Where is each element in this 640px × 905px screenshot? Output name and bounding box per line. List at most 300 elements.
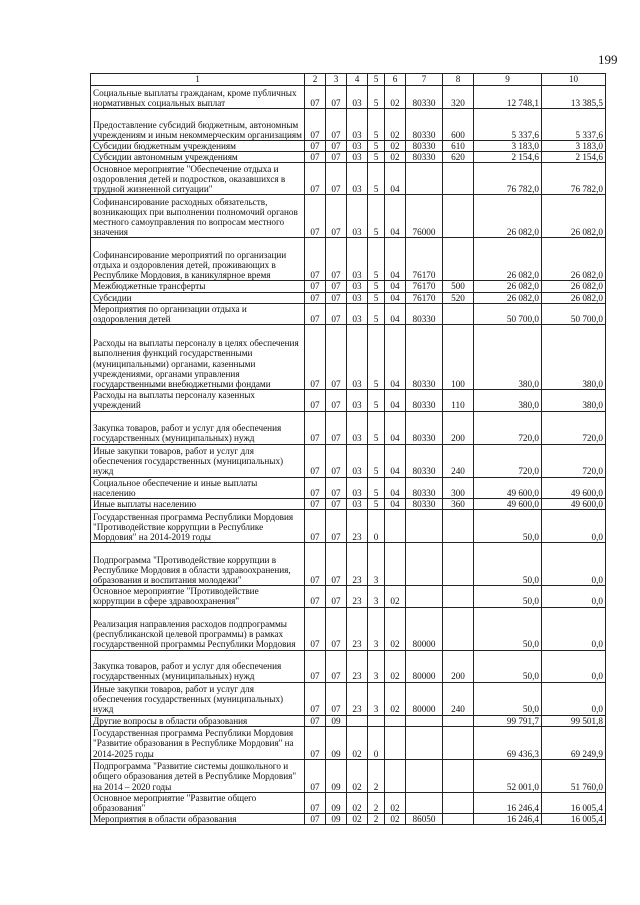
code-cell: 04	[385, 477, 406, 498]
code-cell: 5	[368, 390, 385, 411]
code-cell	[406, 543, 443, 586]
code-cell: 200	[443, 650, 474, 682]
code-cell: 3	[368, 682, 385, 715]
code-cell: 80000	[406, 650, 443, 682]
code-cell: 80330	[406, 109, 443, 141]
code-cell: 80330	[406, 499, 443, 510]
table-row	[91, 86, 606, 109]
code-cell	[406, 586, 443, 607]
code-cell: 80330	[406, 325, 443, 390]
code-cell	[443, 163, 474, 195]
code-cell	[443, 792, 474, 813]
code-cell	[443, 303, 474, 324]
code-cell: 04	[385, 292, 406, 303]
code-cell: 320	[443, 86, 474, 109]
code-cell	[385, 759, 406, 792]
code-cell: 80330	[406, 411, 443, 444]
code-cell: 86050	[406, 814, 443, 825]
code-cell: 5	[368, 411, 385, 444]
row-name: Мероприятия в области образования	[91, 814, 305, 825]
code-cell: 76170	[406, 292, 443, 303]
code-cell: 07	[326, 195, 347, 238]
code-cell: 02	[385, 682, 406, 715]
row-name: Другие вопросы в области образования	[91, 715, 305, 726]
code-cell: 07	[305, 303, 326, 324]
table-row	[91, 715, 606, 726]
amount-cell: 0,0	[542, 510, 606, 543]
code-cell: 600	[443, 109, 474, 141]
code-cell: 07	[305, 411, 326, 444]
code-cell: 04	[385, 390, 406, 411]
code-cell: 3	[368, 607, 385, 650]
amount-cell: 16 246,4	[474, 792, 542, 813]
code-cell: 07	[326, 109, 347, 141]
code-cell: 07	[326, 141, 347, 152]
code-cell: 76170	[406, 281, 443, 292]
code-cell	[443, 510, 474, 543]
table-row	[91, 682, 606, 715]
row-name: Основное мероприятие "Противодействие коррупции в сфере здравоохранения"	[91, 586, 305, 607]
column-header: 7	[406, 74, 443, 86]
code-cell	[406, 792, 443, 813]
code-cell: 09	[326, 814, 347, 825]
code-cell: 80330	[406, 152, 443, 163]
code-cell: 04	[385, 163, 406, 195]
code-cell: 04	[385, 499, 406, 510]
code-cell: 07	[305, 195, 326, 238]
code-cell: 07	[305, 238, 326, 281]
row-name: Предоставление субсидий бюджетным, автономным учреждениям и иным некоммерческим организациям	[91, 109, 305, 141]
amount-cell: 380,0	[474, 390, 542, 411]
code-cell: 07	[305, 444, 326, 477]
table-row	[91, 303, 606, 324]
amount-cell: 720,0	[474, 411, 542, 444]
amount-cell: 380,0	[542, 325, 606, 390]
amount-cell: 50 700,0	[474, 303, 542, 324]
code-cell: 03	[347, 303, 368, 324]
table-row	[91, 390, 606, 411]
code-cell: 07	[326, 586, 347, 607]
amount-cell: 13 385,5	[542, 86, 606, 109]
table-row	[91, 586, 606, 607]
code-cell: 80330	[406, 477, 443, 498]
code-cell: 02	[385, 586, 406, 607]
code-cell	[406, 715, 443, 726]
row-name: Иные выплаты населению	[91, 499, 305, 510]
code-cell: 23	[347, 543, 368, 586]
code-cell: 07	[305, 390, 326, 411]
code-cell: 09	[326, 792, 347, 813]
code-cell: 07	[305, 163, 326, 195]
row-name: Расходы на выплаты персоналу казенных учреждений	[91, 390, 305, 411]
code-cell	[406, 759, 443, 792]
code-cell	[443, 195, 474, 238]
code-cell: 07	[305, 543, 326, 586]
code-cell: 2	[368, 792, 385, 813]
amount-cell: 50,0	[474, 682, 542, 715]
code-cell: 04	[385, 303, 406, 324]
table-row	[91, 281, 606, 292]
amount-cell: 49 600,0	[542, 499, 606, 510]
code-cell: 04	[385, 325, 406, 390]
amount-cell: 50 700,0	[542, 303, 606, 324]
column-header: 6	[385, 74, 406, 86]
row-name: Мероприятия по организации отдыха и оздоровления детей	[91, 303, 305, 324]
code-cell: 03	[347, 281, 368, 292]
code-cell: 07	[305, 510, 326, 543]
row-name: Социальные выплаты гражданам, кроме публичных нормативных социальных выплат	[91, 86, 305, 109]
code-cell	[443, 586, 474, 607]
amount-cell: 12 748,1	[474, 86, 542, 109]
code-cell	[406, 163, 443, 195]
code-cell: 80330	[406, 390, 443, 411]
amount-cell: 26 082,0	[474, 281, 542, 292]
amount-cell: 69 249,9	[542, 726, 606, 759]
code-cell: 02	[347, 792, 368, 813]
code-cell: 07	[305, 152, 326, 163]
amount-cell: 49 600,0	[474, 477, 542, 498]
amount-cell: 26 082,0	[542, 238, 606, 281]
table-row	[91, 477, 606, 498]
table-header	[91, 74, 606, 86]
code-cell	[385, 510, 406, 543]
code-cell: 02	[385, 86, 406, 109]
code-cell: 0	[368, 726, 385, 759]
amount-cell: 0,0	[542, 586, 606, 607]
code-cell: 07	[305, 792, 326, 813]
table-row	[91, 759, 606, 792]
page-number: 199	[598, 52, 618, 67]
code-cell	[443, 759, 474, 792]
code-cell	[443, 238, 474, 281]
code-cell: 23	[347, 650, 368, 682]
code-cell	[443, 726, 474, 759]
code-cell: 80330	[406, 86, 443, 109]
amount-cell: 26 082,0	[474, 195, 542, 238]
code-cell: 07	[326, 444, 347, 477]
amount-cell: 26 082,0	[542, 292, 606, 303]
code-cell: 2	[368, 759, 385, 792]
code-cell: 80330	[406, 303, 443, 324]
code-cell	[443, 543, 474, 586]
code-cell: 03	[347, 152, 368, 163]
amount-cell: 2 154,6	[474, 152, 542, 163]
amount-cell: 49 600,0	[542, 477, 606, 498]
code-cell: 04	[385, 238, 406, 281]
amount-cell: 69 436,3	[474, 726, 542, 759]
code-cell: 5	[368, 281, 385, 292]
code-cell: 520	[443, 292, 474, 303]
row-name: Межбюджетные трансферты	[91, 281, 305, 292]
table-row	[91, 444, 606, 477]
code-cell: 02	[347, 759, 368, 792]
code-cell	[385, 726, 406, 759]
code-cell: 03	[347, 238, 368, 281]
amount-cell: 52 001,0	[474, 759, 542, 792]
code-cell: 76000	[406, 195, 443, 238]
amount-cell: 16 005,4	[542, 792, 606, 813]
code-cell: 07	[305, 141, 326, 152]
code-cell: 02	[347, 814, 368, 825]
row-name: Иные закупки товаров, работ и услуг для обеспечения государственных (муниципальных) нужд	[91, 444, 305, 477]
code-cell: 80000	[406, 607, 443, 650]
row-name: Подпрограмма "Противодействие коррупции в Республике Мордовия в области здравоохранения, образования и воспитания молодежи"	[91, 543, 305, 586]
code-cell: 03	[347, 390, 368, 411]
code-cell: 620	[443, 152, 474, 163]
code-cell: 240	[443, 444, 474, 477]
amount-cell: 50,0	[474, 586, 542, 607]
amount-cell: 720,0	[542, 444, 606, 477]
code-cell: 23	[347, 586, 368, 607]
table-row	[91, 814, 606, 825]
code-cell: 07	[305, 477, 326, 498]
code-cell: 07	[326, 292, 347, 303]
row-name: Расходы на выплаты персоналу в целях обеспечения выполнения функций государственными (муниципальными) органами, казенными учреждениями, органами управления государственными внебюджетными фондами	[91, 325, 305, 390]
column-header: 1	[91, 74, 305, 86]
amount-cell: 0,0	[542, 682, 606, 715]
code-cell: 07	[326, 411, 347, 444]
code-cell: 07	[305, 682, 326, 715]
code-cell: 07	[305, 109, 326, 141]
code-cell: 07	[305, 586, 326, 607]
amount-cell: 16 005,4	[542, 814, 606, 825]
code-cell: 23	[347, 510, 368, 543]
code-cell: 02	[385, 792, 406, 813]
amount-cell: 50,0	[474, 607, 542, 650]
amount-cell: 5 337,6	[542, 109, 606, 141]
table-row	[91, 726, 606, 759]
code-cell: 07	[326, 543, 347, 586]
code-cell: 5	[368, 141, 385, 152]
code-cell: 03	[347, 444, 368, 477]
amount-cell: 49 600,0	[474, 499, 542, 510]
code-cell: 07	[305, 86, 326, 109]
code-cell	[443, 607, 474, 650]
amount-cell: 380,0	[542, 390, 606, 411]
amount-cell: 50,0	[474, 510, 542, 543]
code-cell: 02	[385, 152, 406, 163]
code-cell: 03	[347, 292, 368, 303]
row-name: Субсидии бюджетным учреждениям	[91, 141, 305, 152]
code-cell: 02	[385, 109, 406, 141]
code-cell: 07	[305, 726, 326, 759]
code-cell: 03	[347, 109, 368, 141]
code-cell: 03	[347, 195, 368, 238]
code-cell: 03	[347, 477, 368, 498]
code-cell: 07	[326, 510, 347, 543]
row-name: Субсидии	[91, 292, 305, 303]
amount-cell: 51 760,0	[542, 759, 606, 792]
code-cell: 04	[385, 281, 406, 292]
row-name: Государственная программа Республики Мордовия "Противодействие коррупции в Республике Мордовия" на 2014-2019 годы	[91, 510, 305, 543]
code-cell: 07	[305, 715, 326, 726]
code-cell: 02	[385, 141, 406, 152]
row-name: Основное мероприятие "Развитие общего образования"	[91, 792, 305, 813]
code-cell: 5	[368, 292, 385, 303]
code-cell: 03	[347, 325, 368, 390]
table-row	[91, 152, 606, 163]
row-name: Реализация направления расходов подпрограммы (республиканской целевой программы) в рамках государственной программы Республики Мордовия	[91, 607, 305, 650]
code-cell: 3	[368, 650, 385, 682]
row-name: Иные закупки товаров, работ и услуг для обеспечения государственных (муниципальных) нужд	[91, 682, 305, 715]
code-cell: 03	[347, 163, 368, 195]
table-row	[91, 543, 606, 586]
code-cell: 07	[326, 650, 347, 682]
table-row	[91, 325, 606, 390]
row-name: Государственная программа Республики Мордовия "Развитие образования в Республике Мордовия" на 2014-2025 годы	[91, 726, 305, 759]
code-cell: 07	[305, 292, 326, 303]
code-cell: 23	[347, 607, 368, 650]
code-cell	[385, 543, 406, 586]
code-cell: 09	[326, 715, 347, 726]
code-cell	[406, 726, 443, 759]
amount-cell: 0,0	[542, 607, 606, 650]
code-cell: 5	[368, 477, 385, 498]
amount-cell: 50,0	[474, 543, 542, 586]
amount-cell: 5 337,6	[474, 109, 542, 141]
amount-cell: 26 082,0	[474, 292, 542, 303]
table-row	[91, 792, 606, 813]
code-cell: 3	[368, 586, 385, 607]
code-cell: 02	[385, 650, 406, 682]
code-cell: 5	[368, 325, 385, 390]
code-cell: 5	[368, 303, 385, 324]
code-cell	[368, 715, 385, 726]
code-cell: 07	[305, 607, 326, 650]
code-cell: 610	[443, 141, 474, 152]
amount-cell: 50,0	[474, 650, 542, 682]
amount-cell: 0,0	[542, 543, 606, 586]
code-cell: 02	[385, 814, 406, 825]
amount-cell: 2 154,6	[542, 152, 606, 163]
code-cell: 500	[443, 281, 474, 292]
code-cell: 300	[443, 477, 474, 498]
amount-cell: 720,0	[542, 411, 606, 444]
table-row	[91, 109, 606, 141]
code-cell	[443, 814, 474, 825]
code-cell: 3	[368, 543, 385, 586]
amount-cell: 99 501,8	[542, 715, 606, 726]
code-cell: 07	[305, 499, 326, 510]
code-cell: 80330	[406, 141, 443, 152]
code-cell: 03	[347, 411, 368, 444]
code-cell: 07	[305, 759, 326, 792]
row-name: Социальное обеспечение и иные выплаты населению	[91, 477, 305, 498]
code-cell	[385, 715, 406, 726]
amount-cell: 380,0	[474, 325, 542, 390]
code-cell: 200	[443, 411, 474, 444]
code-cell: 07	[326, 152, 347, 163]
table-row	[91, 650, 606, 682]
code-cell: 100	[443, 325, 474, 390]
code-cell: 07	[305, 281, 326, 292]
column-header: 2	[305, 74, 326, 86]
code-cell: 07	[326, 499, 347, 510]
table-row	[91, 238, 606, 281]
row-name: Основное мероприятие "Обеспечение отдыха и оздоровления детей и подростков, оказавшихся в трудной жизненной ситуации"	[91, 163, 305, 195]
code-cell: 09	[326, 726, 347, 759]
code-cell: 04	[385, 195, 406, 238]
code-cell: 0	[368, 510, 385, 543]
code-cell: 5	[368, 238, 385, 281]
code-cell: 07	[326, 477, 347, 498]
code-cell: 02	[347, 726, 368, 759]
budget-table	[90, 73, 606, 825]
row-name: Софинансирование расходных обязательств, возникающих при выполнении полномочий органов местного самоуправления по вопросам местного значения	[91, 195, 305, 238]
code-cell: 07	[326, 163, 347, 195]
code-cell: 23	[347, 682, 368, 715]
code-cell: 04	[385, 444, 406, 477]
code-cell: 240	[443, 682, 474, 715]
code-cell: 07	[326, 86, 347, 109]
amount-cell: 76 782,0	[542, 163, 606, 195]
code-cell: 07	[305, 650, 326, 682]
column-header: 3	[326, 74, 347, 86]
code-cell: 76170	[406, 238, 443, 281]
code-cell: 07	[326, 325, 347, 390]
code-cell: 80330	[406, 444, 443, 477]
code-cell: 07	[326, 238, 347, 281]
amount-cell: 26 082,0	[542, 281, 606, 292]
code-cell: 5	[368, 86, 385, 109]
code-cell: 5	[368, 499, 385, 510]
table-row	[91, 499, 606, 510]
column-header: 5	[368, 74, 385, 86]
code-cell: 5	[368, 152, 385, 163]
table-body	[91, 86, 606, 825]
row-name: Софинансирование мероприятий по организации отдыха и оздоровления детей, проживающих в Республике Мордовия, в каникулярное время	[91, 238, 305, 281]
code-cell: 07	[326, 607, 347, 650]
table-row	[91, 292, 606, 303]
code-cell: 09	[326, 759, 347, 792]
amount-cell: 76 782,0	[474, 163, 542, 195]
code-cell: 03	[347, 141, 368, 152]
code-cell: 07	[326, 303, 347, 324]
row-name: Подпрограмма "Развитие системы дошкольного и общего образования детей в Республике Мордовия" на 2014 – 2020 годы	[91, 759, 305, 792]
amount-cell: 16 246,4	[474, 814, 542, 825]
row-name: Субсидии автономным учреждениям	[91, 152, 305, 163]
code-cell: 04	[385, 411, 406, 444]
code-cell: 2	[368, 814, 385, 825]
code-cell: 07	[326, 281, 347, 292]
code-cell: 07	[305, 814, 326, 825]
column-header: 9	[474, 74, 542, 86]
amount-cell: 3 183,0	[542, 141, 606, 152]
amount-cell: 0,0	[542, 650, 606, 682]
code-cell: 03	[347, 499, 368, 510]
amount-cell: 99 791,7	[474, 715, 542, 726]
table-row	[91, 411, 606, 444]
amount-cell: 26 082,0	[542, 195, 606, 238]
code-cell	[443, 715, 474, 726]
code-cell: 02	[385, 607, 406, 650]
code-cell: 07	[326, 390, 347, 411]
code-cell: 5	[368, 444, 385, 477]
code-cell: 110	[443, 390, 474, 411]
row-name: Закупка товаров, работ и услуг для обеспечения государственных (муниципальных) нужд	[91, 650, 305, 682]
column-header: 4	[347, 74, 368, 86]
code-cell	[406, 510, 443, 543]
amount-cell: 720,0	[474, 444, 542, 477]
code-cell: 80000	[406, 682, 443, 715]
code-cell: 5	[368, 195, 385, 238]
code-cell: 360	[443, 499, 474, 510]
table-row	[91, 195, 606, 238]
amount-cell: 3 183,0	[474, 141, 542, 152]
code-cell: 5	[368, 163, 385, 195]
code-cell: 07	[326, 682, 347, 715]
table-row	[91, 510, 606, 543]
